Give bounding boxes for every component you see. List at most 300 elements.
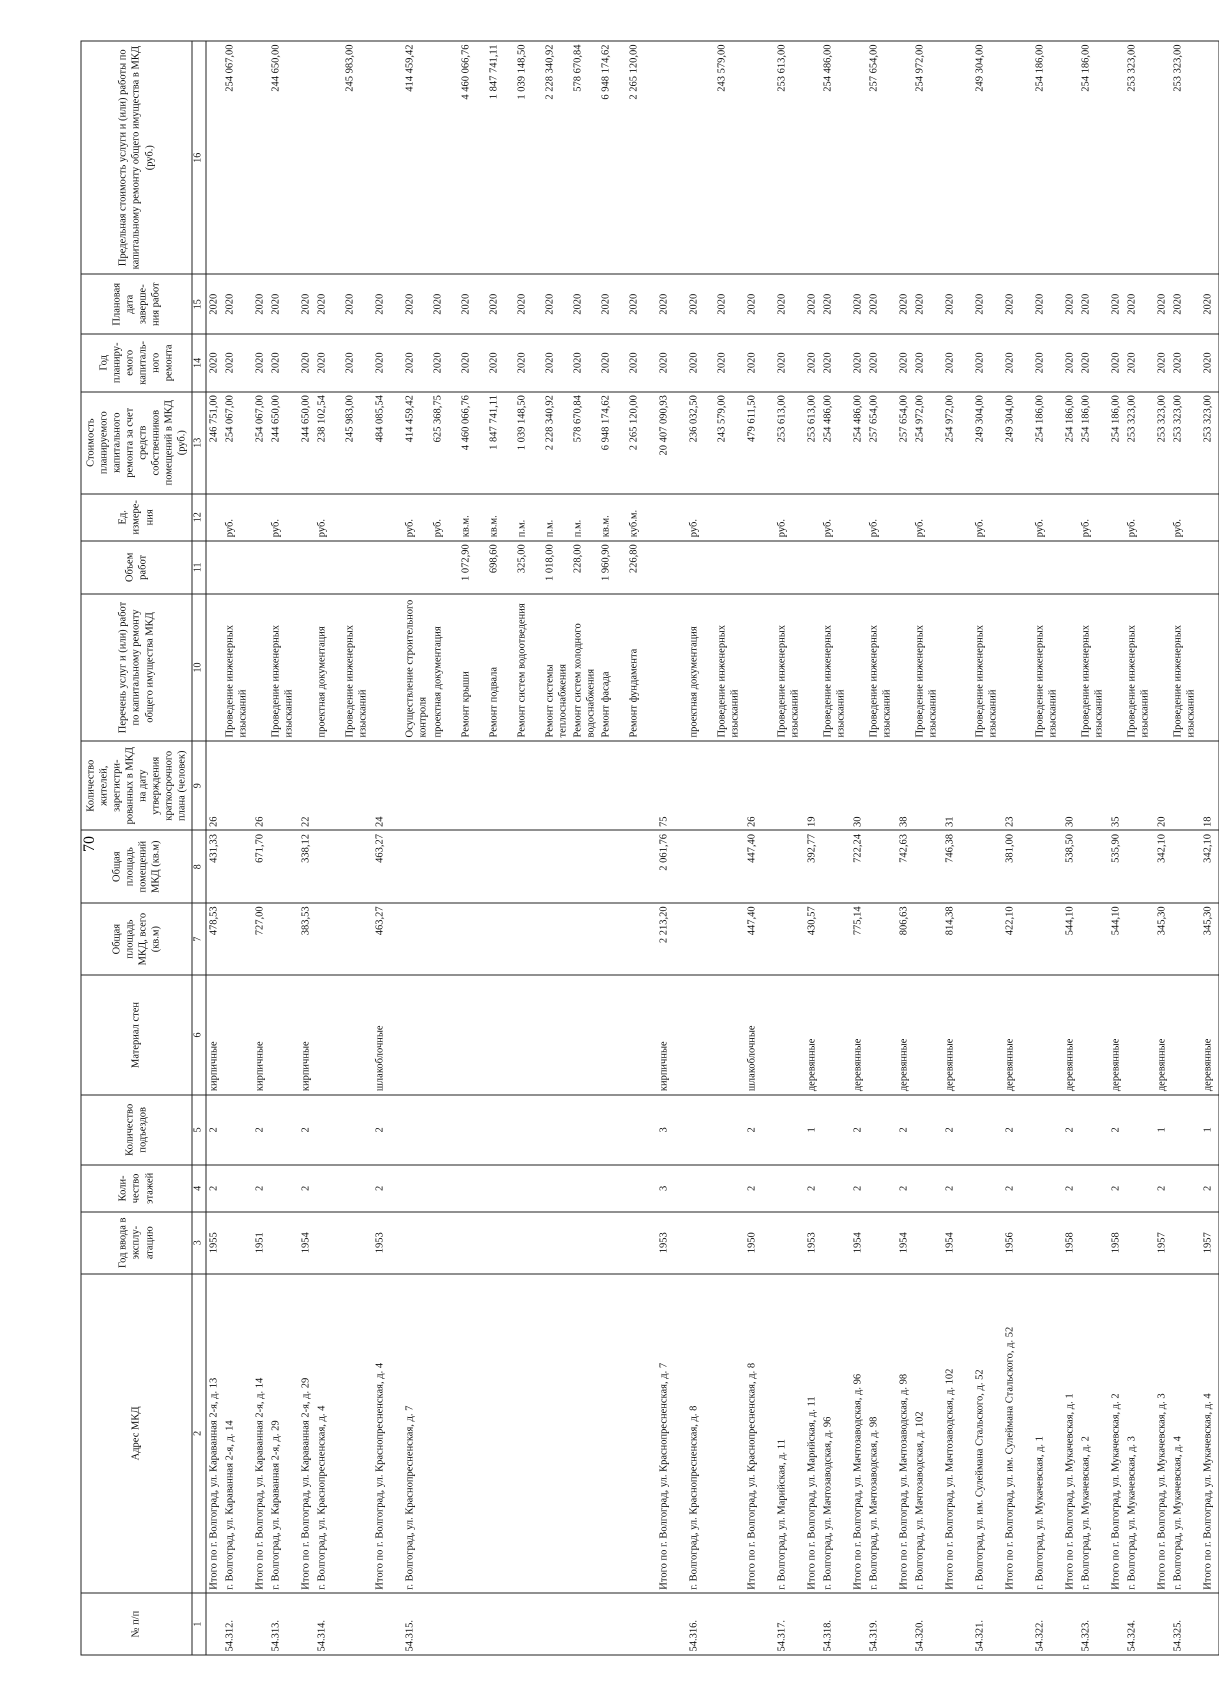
address-text: Итого по г. Волгоград, ул. Караванная 2-я, д. 14	[254, 1377, 265, 1590]
row-entry	[1125, 1098, 1155, 1161]
cell-value: 2020	[572, 352, 583, 374]
cell-value: 2020	[944, 293, 955, 315]
cell-value: 244 650,00	[300, 395, 311, 443]
row-entry: 1958	[1064, 1232, 1075, 1254]
row-entry	[867, 338, 897, 389]
cell-value: 226,80	[628, 544, 639, 574]
row-entry	[775, 834, 805, 899]
col-unit	[206, 494, 1219, 541]
cell-value: 1 039 148,50	[516, 395, 527, 451]
row-entry	[657, 338, 687, 389]
cell-value: 2020	[806, 352, 817, 374]
row-entry	[1201, 1277, 1217, 1590]
cell-value: 2020	[224, 293, 235, 315]
row-entry: 2	[898, 1127, 909, 1133]
column-number: 4	[192, 1165, 206, 1212]
cell-value: 2 265 120,00	[628, 395, 639, 451]
row-entry	[851, 544, 867, 590]
row-entry	[913, 979, 943, 1091]
row-entry	[223, 1277, 253, 1590]
cell-value: 2020	[344, 293, 355, 315]
row-entry: 2	[374, 1185, 385, 1192]
row-entry	[1079, 744, 1109, 826]
row-entry	[207, 395, 223, 490]
row-entry: 54.313.	[270, 1620, 281, 1652]
row-entry	[897, 497, 913, 537]
cell-value: 254 186,00	[1064, 395, 1075, 443]
row-entry: 727,00	[254, 906, 265, 936]
header-cell: Год планиру-емого капиталь-ного ремонта	[81, 334, 192, 392]
row-entry: 1953	[806, 1232, 817, 1254]
row-entry	[913, 834, 943, 899]
row-entry: 1956	[1004, 1232, 1015, 1254]
row-entry: кирпичные	[208, 1041, 219, 1092]
row-entry	[269, 395, 299, 490]
row-entry	[913, 45, 943, 271]
cell-value: руб.	[776, 519, 787, 538]
row-entry	[1079, 1168, 1109, 1208]
row-entry	[775, 744, 805, 826]
row-entry	[1033, 1215, 1063, 1270]
cell-value: 253 323,00	[1202, 395, 1213, 443]
row-entry	[821, 1168, 851, 1208]
cell-value: 698,60	[488, 544, 499, 574]
row-entry	[315, 1215, 373, 1270]
row-entry	[1201, 395, 1217, 490]
row-entry: 1954	[852, 1232, 863, 1254]
row-entry	[1033, 1098, 1063, 1161]
row-entry: деревянные	[898, 1038, 909, 1092]
row-entry	[745, 338, 775, 389]
row-entry	[1171, 1168, 1201, 1208]
row-entry: 54.319.	[868, 1620, 879, 1652]
cell-value: 2020	[300, 352, 311, 374]
row-entry	[1155, 338, 1171, 389]
row-entry	[373, 1277, 403, 1590]
address-text: Итого по г. Волгоград, ул. Мачтозаводская, д. 102	[944, 1368, 955, 1590]
cell-value: 1 039 148,50	[516, 44, 527, 100]
row-entry: 26	[208, 816, 219, 827]
header-cell: Ед. измере-ния	[81, 494, 192, 541]
cell-value: 2020	[944, 352, 955, 374]
cell-value: 2020	[852, 352, 863, 374]
row-entry	[687, 1215, 745, 1270]
cell-value: 228,00	[572, 544, 583, 574]
cell-value: 1 018,00	[544, 544, 555, 581]
cell-value: 249 304,00	[1004, 395, 1015, 443]
row-entry	[687, 834, 745, 899]
column-number: 10	[192, 594, 206, 741]
row-entry: 75	[658, 816, 669, 827]
row-entry	[1063, 395, 1079, 490]
row-entry	[745, 597, 775, 737]
row-entry: 54.318.	[822, 1620, 833, 1652]
cell-value: 2020	[1080, 293, 1091, 315]
column-number: 12	[192, 494, 206, 541]
cell-value: 2020	[898, 352, 909, 374]
cell-value	[867, 544, 895, 590]
cell-value: 1 960,90	[600, 544, 611, 581]
row-entry: 2	[852, 1127, 863, 1133]
work-item: Проведение инженерных изысканий	[1172, 624, 1197, 738]
work-item: Ремонт крыши	[460, 671, 471, 738]
cell-value: 2020	[628, 352, 639, 374]
row-entry	[1033, 1277, 1063, 1590]
row-entry	[253, 45, 269, 271]
row-entry: 430,57	[806, 906, 817, 936]
row-entry	[821, 278, 851, 331]
column-number: 6	[192, 975, 206, 1094]
cell-value: 2020	[1110, 352, 1121, 374]
row-entry	[1171, 338, 1201, 389]
cell-value: 2020	[374, 352, 385, 374]
row-entry: 31	[944, 816, 955, 827]
cell-value: 325,00	[516, 544, 527, 574]
row-entry	[315, 1168, 373, 1208]
col-limit-cost	[206, 41, 1219, 274]
address-text: Итого по г. Волгоград, ул. Краснопресненская, д. 7	[658, 1362, 669, 1590]
cell-value	[913, 544, 941, 590]
work-item: проектная документация	[316, 626, 327, 738]
cell-value	[687, 45, 715, 271]
cell-value: руб.	[316, 519, 327, 538]
row-entry	[1033, 497, 1063, 537]
row-entry	[403, 45, 657, 271]
row-entry: 463,27	[374, 833, 385, 863]
cell-value: руб.	[688, 519, 699, 538]
col-entrances	[206, 1095, 1219, 1165]
row-entry	[269, 906, 299, 971]
cell-value: 2020	[488, 293, 499, 315]
cell-value: руб.	[974, 519, 985, 538]
row-entry: кирпичные	[300, 1041, 311, 1092]
row-entry: 2	[1110, 1127, 1121, 1133]
cell-value: 2020	[688, 352, 699, 374]
row-entry	[315, 338, 373, 389]
cell-value: 249 304,00	[974, 44, 985, 92]
row-entry: 2	[898, 1185, 909, 1192]
row-entry	[867, 1098, 897, 1161]
row-entry	[373, 497, 403, 537]
row-entry	[775, 906, 805, 971]
row-entry	[299, 544, 315, 590]
row-entry	[943, 395, 973, 490]
row-entry	[1003, 1277, 1033, 1590]
row-entry	[253, 544, 269, 590]
row-entry: деревянные	[1156, 1038, 1167, 1092]
row-entry	[851, 338, 867, 389]
row-entry	[687, 45, 745, 271]
row-entry	[973, 744, 1003, 826]
row-entry	[805, 1277, 821, 1590]
work-item: Осуществление строительного контроля	[404, 599, 429, 738]
cell-value: 20 407 090,93	[658, 395, 669, 456]
cell-value: 6 948 174,62	[600, 44, 611, 100]
row-entry	[1171, 979, 1201, 1091]
work-item: проектная документация	[688, 626, 699, 738]
row-entry	[1033, 544, 1063, 590]
row-entry: 2	[944, 1185, 955, 1192]
row-entry: 2 061,76	[658, 833, 669, 871]
row-entry	[943, 45, 973, 271]
row-entry	[1171, 278, 1201, 331]
cell-value: 2 265 120,00	[628, 44, 639, 100]
cell-value: 257 654,00	[868, 44, 879, 92]
page-number: 70	[81, 836, 98, 852]
row-entry	[973, 338, 1003, 389]
cell-value: п.м.	[544, 519, 555, 538]
address-text: г. Волгоград, ул. Мукачевская, д. 4	[1172, 1436, 1183, 1590]
row-entry	[207, 497, 223, 537]
row-entry	[775, 45, 805, 271]
row-entry	[1125, 906, 1155, 971]
row-entry	[821, 979, 851, 1091]
address-text: г. Волгоград, ул. Мачтозаводская, д. 98	[868, 1416, 879, 1590]
row-entry	[745, 278, 775, 331]
row-entry	[1201, 497, 1217, 537]
cell-value: 2020	[1172, 352, 1183, 374]
row-entry	[1109, 597, 1125, 737]
column-number-row	[192, 41, 206, 1655]
cell-value: 2020	[898, 293, 909, 315]
row-entry: 20	[1156, 816, 1167, 827]
header-cell: № п/п	[81, 1593, 192, 1655]
row-entry: 746,38	[944, 833, 955, 863]
row-entry: 1	[1202, 1127, 1213, 1133]
header-row	[81, 41, 192, 1655]
row-entry	[867, 45, 897, 271]
row-entry	[299, 395, 315, 490]
cell-value: 236 032,50	[688, 395, 699, 443]
cell-value: куб.м.	[628, 509, 639, 538]
row-entry	[1171, 1277, 1201, 1590]
row-entry: 1	[806, 1127, 817, 1133]
row-entry	[973, 45, 1003, 271]
row-entry: 1	[1156, 1127, 1167, 1133]
row-entry	[269, 278, 299, 331]
row-entry: 54.314.	[316, 1620, 327, 1652]
cell-value: 254 186,00	[1110, 395, 1121, 443]
cell-value: 1 847 741,11	[488, 44, 499, 100]
cell-value	[1125, 544, 1153, 590]
row-entry: 2	[746, 1185, 757, 1192]
work-item: Проведение инженерных изысканий	[270, 624, 295, 738]
row-entry: 3	[658, 1185, 669, 1192]
row-entry	[315, 278, 373, 331]
row-entry: 544,10	[1110, 906, 1121, 936]
address-text: Итого по г. Волгоград, ул. Мукачевская, д. 3	[1156, 1393, 1167, 1590]
row-entry	[805, 278, 821, 331]
row-entry	[223, 1168, 253, 1208]
work-item: Проведение инженерных изысканий	[224, 624, 249, 738]
cell-value: 1 847 741,11	[488, 395, 499, 450]
cell-value: 2020	[344, 352, 355, 374]
row-entry	[315, 395, 373, 490]
row-entry	[1201, 544, 1217, 590]
row-entry	[269, 1168, 299, 1208]
row-entry	[403, 1098, 657, 1161]
row-entry	[299, 278, 315, 331]
row-entry	[253, 1597, 269, 1652]
column-number: 9	[192, 741, 206, 830]
cell-value: 2020	[460, 293, 471, 315]
row-entry: 2	[1004, 1185, 1015, 1192]
row-entry	[687, 497, 745, 537]
row-entry: 1957	[1156, 1232, 1167, 1254]
row-entry	[775, 1215, 805, 1270]
row-entry: 35	[1110, 816, 1121, 827]
row-entry	[403, 597, 657, 737]
cell-value: 2020	[1172, 293, 1183, 315]
header-cell: Материал стен	[81, 975, 192, 1094]
row-entry	[223, 1215, 253, 1270]
work-item: Ремонт систем водоотведения	[516, 603, 527, 738]
row-entry: 2	[300, 1127, 311, 1133]
cell-value: 2020	[460, 352, 471, 374]
cell-value: руб.	[1080, 519, 1091, 538]
row-entry	[851, 1597, 867, 1652]
row-entry	[223, 497, 253, 537]
row-entry: 23	[1004, 816, 1015, 827]
row-entry	[913, 497, 943, 537]
cell-value: 2020	[600, 293, 611, 315]
row-entry	[657, 597, 687, 737]
cell-value: 2020	[852, 293, 863, 315]
row-entry	[867, 906, 897, 971]
row-entry	[867, 744, 897, 826]
row-entry	[1155, 395, 1171, 490]
row-entry: 26	[746, 816, 757, 827]
cell-value: 257 654,00	[868, 395, 879, 443]
row-entry	[269, 979, 299, 1091]
row-entry: деревянные	[1064, 1038, 1075, 1092]
row-entry	[745, 1597, 775, 1652]
row-entry	[1063, 1597, 1079, 1652]
cell-value: 2020	[488, 352, 499, 374]
cell-value: 2020	[914, 352, 925, 374]
cell-value: 2020	[208, 293, 219, 315]
row-entry: 742,63	[898, 833, 909, 863]
work-item: Проведение инженерных изысканий	[822, 624, 847, 738]
cell-value: 414 459,42	[404, 395, 415, 443]
address-text: г. Волгоград, ул. Мукачевская, д. 2	[1080, 1436, 1091, 1590]
row-entry	[223, 544, 253, 590]
row-entry	[687, 597, 745, 737]
row-entry	[253, 395, 269, 490]
address-text: г. Волгоград, ул. Мукачевская, д. 3	[1126, 1436, 1137, 1590]
column-number: 5	[192, 1095, 206, 1165]
row-entry: деревянные	[1110, 1038, 1121, 1092]
row-entry: 2	[374, 1127, 385, 1133]
cell-value: 2020	[432, 293, 443, 315]
row-entry	[867, 544, 897, 590]
cell-value: 2020	[716, 293, 727, 315]
row-entry	[851, 395, 867, 490]
row-entry: 3	[658, 1127, 669, 1133]
row-entry	[269, 544, 299, 590]
row-entry	[657, 1277, 687, 1590]
header-cell: Количество жителей, зарегистри-рованных в МКД на дату утверждения краткосрочного плана (человек)	[81, 741, 192, 830]
row-entry	[1125, 979, 1155, 1091]
row-entry	[657, 395, 687, 490]
row-entry	[315, 1098, 373, 1161]
row-entry	[805, 45, 821, 271]
row-entry: 54.323.	[1080, 1620, 1091, 1652]
row-entry: 22	[300, 816, 311, 827]
address-text: Итого по г. Волгоград, ул. им. Сулеймана Стальского, д. 52	[1004, 1326, 1015, 1590]
col-year	[206, 1212, 1219, 1274]
row-entry: 24	[374, 816, 385, 827]
cell-value: 2020	[974, 352, 985, 374]
cell-value: 254 186,00	[1080, 44, 1091, 92]
row-entry: 431,33	[208, 833, 219, 863]
column-number: 15	[192, 274, 206, 334]
row-entry	[1171, 744, 1201, 826]
row-entry	[373, 597, 403, 737]
row-entry	[1155, 278, 1171, 331]
cell-value: 2020	[1004, 352, 1015, 374]
row-entry	[805, 497, 821, 537]
row-entry	[253, 1277, 269, 1590]
row-entry	[1063, 597, 1079, 737]
cell-value: руб.	[1172, 519, 1183, 538]
cell-value: 2020	[776, 293, 787, 315]
cell-value: п.м.	[516, 519, 527, 538]
row-entry	[1125, 1277, 1155, 1590]
row-entry: 381,00	[1004, 833, 1015, 863]
col-works	[206, 594, 1219, 741]
row-entry	[1003, 338, 1033, 389]
row-entry	[775, 338, 805, 389]
row-entry: 338,12	[300, 833, 311, 863]
row-entry	[897, 1597, 913, 1652]
row-entry	[851, 45, 867, 271]
row-entry: 19	[806, 816, 817, 827]
row-entry	[1171, 906, 1201, 971]
row-entry	[1003, 1597, 1033, 1652]
cell-value: 2020	[544, 293, 555, 315]
work-item: Проведение инженерных изысканий	[1080, 624, 1105, 738]
row-entry	[687, 1168, 745, 1208]
row-entry	[897, 45, 913, 271]
row-entry	[821, 395, 851, 490]
row-entry	[775, 597, 805, 737]
row-entry: 447,40	[746, 833, 757, 863]
row-entry	[1201, 597, 1217, 737]
row-entry	[775, 395, 805, 490]
row-entry: 1953	[658, 1232, 669, 1254]
row-entry	[1125, 544, 1155, 590]
row-entry	[775, 278, 805, 331]
row-entry	[1033, 278, 1063, 331]
column-number: 8	[192, 830, 206, 902]
address-text: г. Волгоград, ул. Краснопресненская, д. 4	[316, 1405, 327, 1590]
cell-value: 254 067,00	[254, 395, 265, 443]
cell-value: 246 751,00	[208, 395, 219, 443]
row-entry: 2	[208, 1127, 219, 1133]
row-entry: кирпичные	[658, 1041, 669, 1092]
row-entry	[1125, 597, 1155, 737]
row-entry	[1125, 1215, 1155, 1270]
row-entry: 2	[300, 1185, 311, 1192]
row-entry: 463,27	[374, 906, 385, 936]
address-text: г. Волгоград, ул. им. Сулеймана Стальского, д. 52	[974, 1369, 985, 1590]
cell-value: 254 972,00	[914, 395, 925, 443]
cell-value: 254 067,00	[224, 395, 235, 443]
row-entry: шлакоблочные	[374, 1025, 385, 1092]
row-entry	[1063, 1277, 1079, 1590]
row-entry	[403, 979, 657, 1091]
